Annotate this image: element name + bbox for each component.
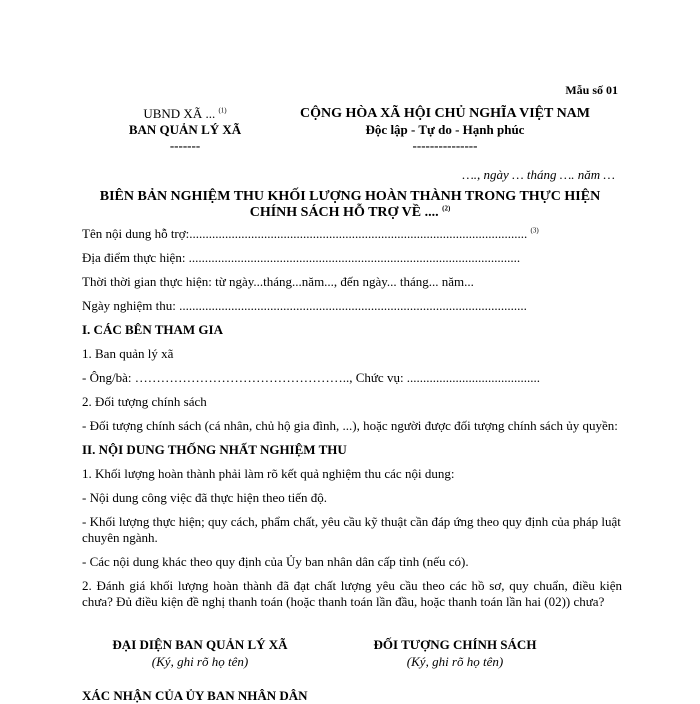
issuer-divider: ------- <box>169 138 201 153</box>
section-2-bullet-3: - Các nội dung khác theo quy định của Ủy ban nhân dân cấp tỉnh (nếu có). <box>82 554 469 569</box>
national-header <box>290 106 600 154</box>
title-line-1: BIÊN BẢN NGHIỆM THU KHỐI LƯỢNG HOÀN THÀNH TRONG THỰC HIỆN <box>99 189 601 204</box>
signature-block-board <box>70 636 330 670</box>
national-title: CỘNG HÒA XÃ HỘI CHỦ NGHĨA VIỆT NAM <box>299 106 590 121</box>
title-line-2-text: CHÍNH SÁCH HỖ TRỢ VỀ .... <box>249 205 439 220</box>
field-date: Ngày nghiệm thu: ........................................................................................................... <box>82 298 527 313</box>
issuer-board: BAN QUẢN LÝ XÃ <box>128 122 242 137</box>
footnote-ref-2: (2) <box>442 204 451 213</box>
section-2-bullet-1: - Nội dung công việc đã thực hiện theo tiến độ. <box>82 490 327 505</box>
footnote-ref-3: (3) <box>530 226 539 235</box>
signature-block-beneficiary <box>325 636 585 670</box>
signature-board-title: ĐẠI DIỆN BAN QUẢN LÝ XÃ <box>112 637 288 652</box>
title-line-2 <box>85 205 615 221</box>
signature-beneficiary-note: (Ký, ghi rõ họ tên) <box>406 654 504 669</box>
section-1-item-2: 2. Đối tượng chính sách <box>82 394 207 409</box>
section-2-item-1: 1. Khối lượng hoàn thành phải làm rõ kết quả nghiệm thu các nội dung: <box>82 466 455 481</box>
section-2-heading: II. NỘI DUNG THỐNG NHẤT NGHIỆM THU <box>82 442 347 457</box>
field-content <box>82 226 622 242</box>
confirmation-heading: XÁC NHẬN CỦA ỦY BAN NHÂN DÂN <box>82 688 308 703</box>
issuer-commune <box>110 106 260 122</box>
section-1-heading: I. CÁC BÊN THAM GIA <box>82 322 223 337</box>
signature-beneficiary-title: ĐỐI TƯỢNG CHÍNH SÁCH <box>373 637 537 652</box>
field-location: Địa điểm thực hiện: ...................................................................................................... <box>82 250 521 265</box>
section-1-person: - Ông/bà: ………………………………………….., Chức vụ: ......................................... <box>82 370 541 385</box>
signature-board-note: (Ký, ghi rõ họ tên) <box>151 654 249 669</box>
footnote-ref-1: (1) <box>218 106 227 115</box>
section-1-item-2-text: - Đối tượng chính sách (cá nhân, chủ hộ gia đình, ...), hoặc người được đối tượng chính sách ủy quyền: <box>82 418 618 433</box>
document-title <box>85 189 615 221</box>
date-line: …., ngày … tháng …. năm … <box>462 167 615 182</box>
national-divider: --------------- <box>412 138 478 153</box>
document-body <box>82 226 622 610</box>
issuer-commune-text: UBND XÃ ... <box>143 106 216 121</box>
section-2-item-2: 2. Đánh giá khối lượng hoàn thành đã đạt chất lượng yêu cầu theo các hồ sơ, quy chuẩn, điều kiện chưa? Đủ điều kiện đề nghị thanh toán (hoặc thanh toán lần đầu, hoặc thanh toán lần hai (02)) chưa? <box>82 578 622 609</box>
section-2-bullet-2: - Khối lượng thực hiện; quy cách, phẩm chất, yêu cầu kỹ thuật cần đáp ứng theo quy định của pháp luật chuyên ngành. <box>82 514 621 545</box>
section-1-item-1: 1. Ban quản lý xã <box>82 346 174 361</box>
field-duration: Thời thời gian thực hiện: từ ngày...tháng...năm..., đến ngày... tháng... năm... <box>82 274 474 289</box>
issuer-header <box>110 106 260 154</box>
form-number: Mẫu số 01 <box>565 83 618 97</box>
national-motto: Độc lập - Tự do - Hạnh phúc <box>365 122 525 137</box>
field-content-text: Tên nội dung hỗ trợ:........................................................................................................ <box>82 226 528 241</box>
